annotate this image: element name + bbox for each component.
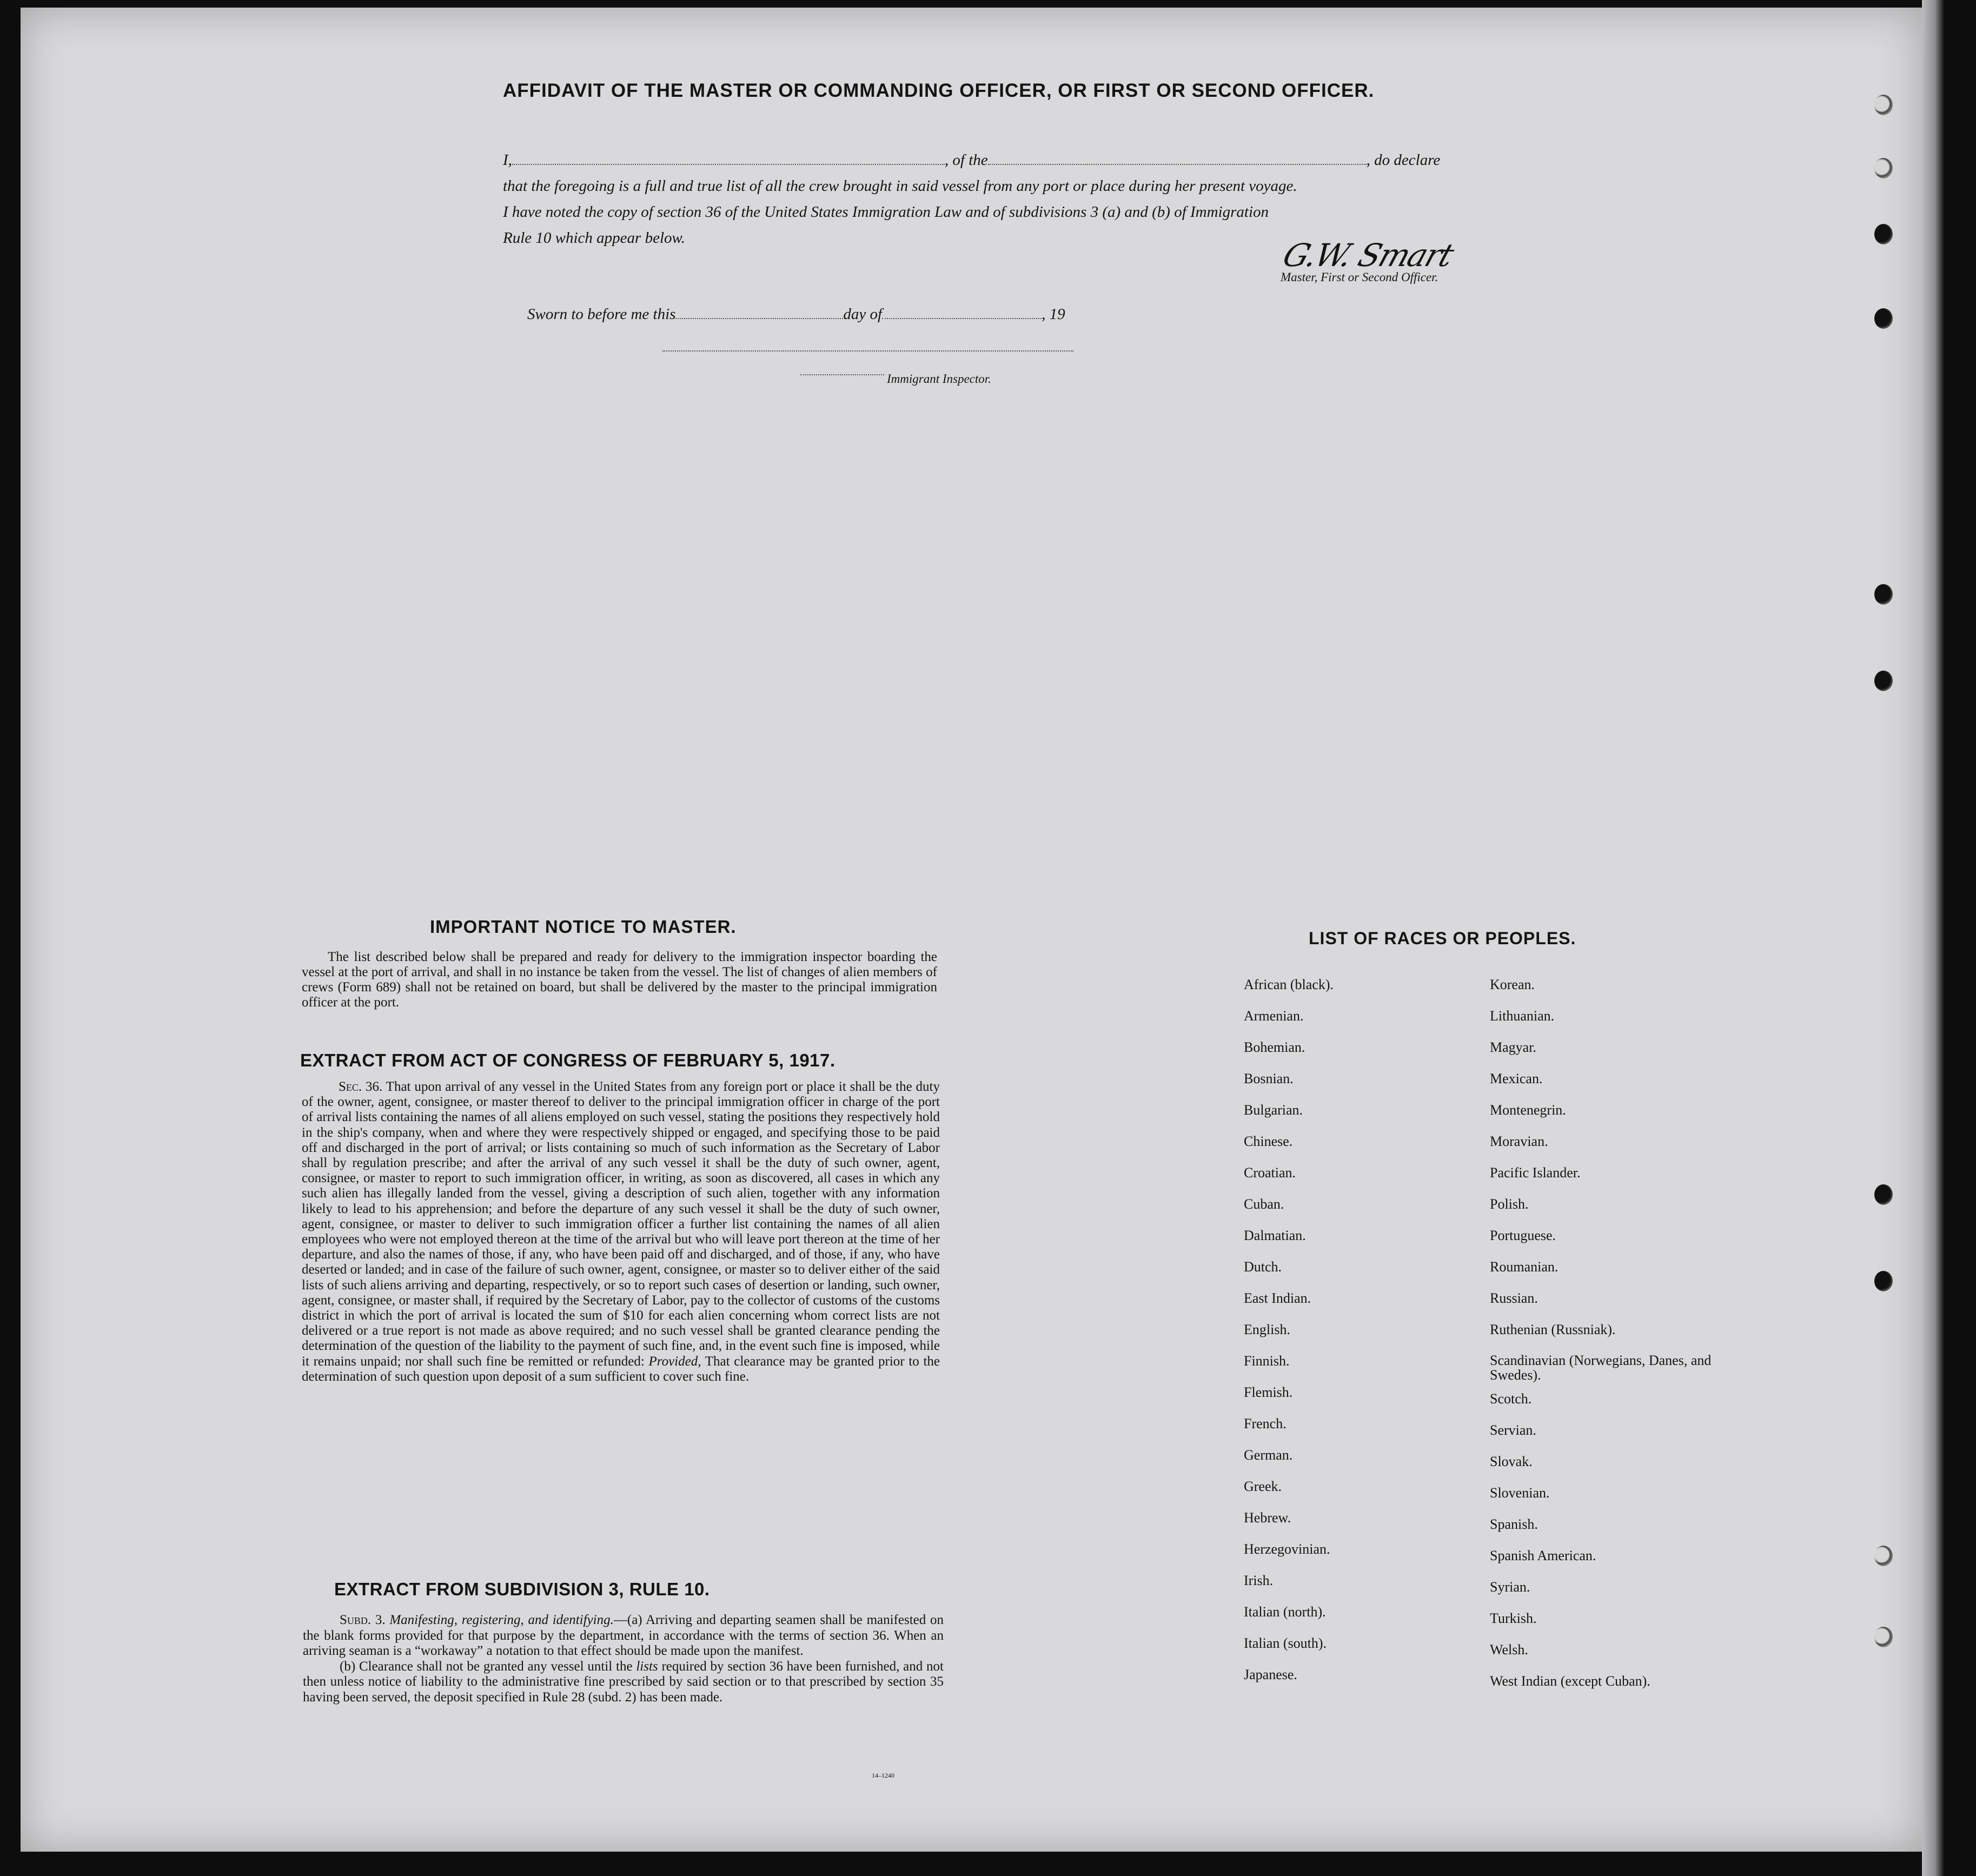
race-item: English. bbox=[1244, 1322, 1290, 1337]
race-item: Dalmatian. bbox=[1244, 1228, 1306, 1243]
rule-10-text bbox=[303, 1613, 944, 1705]
binder-hole bbox=[1874, 95, 1893, 115]
provided-word: Provided, bbox=[648, 1354, 701, 1369]
race-item: East Indian. bbox=[1244, 1290, 1311, 1306]
race-item: Chinese. bbox=[1244, 1133, 1293, 1149]
affidavit-line-2: that the foregoing is a full and true list of all the crew brought in said vessel from any port or place during her present voyage. bbox=[503, 177, 1297, 195]
affidavit-declare: , do declare bbox=[1366, 151, 1441, 169]
affidavit-i: I, bbox=[503, 151, 512, 169]
race-item: Japanese. bbox=[1244, 1667, 1297, 1682]
race-item: Italian (north). bbox=[1244, 1604, 1326, 1620]
race-item: Roumanian. bbox=[1490, 1259, 1559, 1275]
affidavit-of-the: , of the bbox=[944, 151, 988, 169]
race-item: Bulgarian. bbox=[1244, 1102, 1303, 1118]
races-column-1 bbox=[1244, 977, 1334, 1698]
race-item: West Indian (except Cuban). bbox=[1490, 1673, 1650, 1689]
race-item: African (black). bbox=[1244, 977, 1334, 992]
race-item: Moravian. bbox=[1490, 1133, 1548, 1149]
section-36-text bbox=[302, 1079, 940, 1384]
inspector-signature-line bbox=[662, 350, 1073, 352]
binder-hole bbox=[1874, 1627, 1893, 1647]
race-item: Pacific Islander. bbox=[1490, 1165, 1581, 1181]
races-title: LIST OF RACES OR PEOPLES. bbox=[1309, 929, 1576, 948]
races-column-2 bbox=[1490, 977, 1717, 1705]
race-item: Irish. bbox=[1244, 1573, 1274, 1588]
race-item: German. bbox=[1244, 1447, 1293, 1463]
race-item: Hebrew. bbox=[1244, 1510, 1291, 1526]
officer-signature: G.W. Smart bbox=[1278, 237, 1458, 274]
binder-hole bbox=[1874, 308, 1893, 329]
notice-title: IMPORTANT NOTICE TO MASTER. bbox=[430, 917, 737, 937]
notice-body bbox=[302, 950, 937, 1010]
bleed-through bbox=[324, 100, 332, 132]
race-item: Polish. bbox=[1490, 1196, 1529, 1212]
race-item: Flemish. bbox=[1244, 1384, 1293, 1400]
form-number: 14–1240 bbox=[872, 1772, 894, 1779]
binder-hole bbox=[1874, 158, 1893, 178]
race-item: French. bbox=[1244, 1416, 1287, 1431]
act-extract-title: EXTRACT FROM ACT OF CONGRESS OF FEBRUARY 5, 1917. bbox=[300, 1050, 836, 1070]
section-label: Sec. 36. bbox=[339, 1079, 383, 1094]
affidavit-title: AFFIDAVIT OF THE MASTER OR COMMANDING OFFICER, OR FIRST OR SECOND OFFICER. bbox=[503, 80, 1375, 101]
page-edge bbox=[1922, 0, 1944, 1876]
race-item: Italian (south). bbox=[1244, 1635, 1327, 1651]
affidavit-text bbox=[503, 147, 1530, 251]
section-36-body: That upon arrival of any vessel in the United States from any foreign port or place it shall be the duty of the owner, agent, consignee, or master thereof to deliver to the principal immigration officer in charge of the port of arrival lists containing the names of all aliens employed on such vessel, stating the positions they respectively hold in the ship's company, when and where they were respectively shipped or engaged, and specifying those to be paid off and discharged in the port of arrival; or lists containing so much of such information as the Secretary of Labor shall by regulation prescribe; and after the arrival of any such vessel it shall be the duty of such owner, agent, consignee, or master to report to such immigration officer, in writing, as soon as discovered, all cases in which any such alien has illegally landed from the vessel, giving a description of such alien, together with any information likely to lead to his apprehension; and before the departure of any such vessel it shall be the duty of such owner, agent, consignee, or master to deliver to such immigration officer a further list containing the names of all alien employees who were not employed thereon at the time of the arrival but who will leave port thereon at the time of her departure, and also the names of those, if any, who have been paid off and discharged, and of those, if any, who have deserted or landed; and in case of the failure of such owner, agent, consignee, or master so to deliver either of the said lists of such aliens arriving and departing, respectively, or so to report such cases of desertion or landing, such owner, agent, consignee, or master shall, if required by the Secretary of Labor, pay to the collector of customs of the customs district in which the port of arrival is located the sum of $10 for each alien concerning whom correct lists are not delivered or a true report is not made as above required; and no such vessel shall be granted clearance pending the determination of the question of the liability to the payment of such fine, and, in the event such fine is imposed, while it remains unpaid; nor shall such fine be remitted or refunded: bbox=[302, 1079, 940, 1369]
race-item: Portuguese. bbox=[1490, 1228, 1556, 1243]
signature-caption: Master, First or Second Officer. bbox=[1281, 270, 1438, 284]
affidavit-line-1 bbox=[503, 147, 1530, 173]
paragraph-b-end: required by section 36 have been furnished, and not then unless notice of liability to the administrative fine prescribed by said section or to that prescribed by section 35 having been served, the deposit specified in Rule 28 (subd. 2) has been made. bbox=[303, 1659, 944, 1705]
rule-10-paragraph-b bbox=[303, 1659, 944, 1706]
race-item: Herzegovinian. bbox=[1244, 1541, 1330, 1557]
month-blank bbox=[882, 306, 1042, 319]
race-item: Scandinavian (Norwegians, Danes, and Swedes). bbox=[1490, 1353, 1712, 1383]
race-item: Spanish American. bbox=[1490, 1548, 1596, 1563]
race-item: Slovak. bbox=[1490, 1454, 1533, 1469]
day-blank bbox=[675, 306, 843, 319]
race-item: Greek. bbox=[1244, 1479, 1282, 1494]
race-item: Turkish. bbox=[1490, 1610, 1537, 1626]
race-item: Lithuanian. bbox=[1490, 1008, 1555, 1024]
inspector-caption: Immigrant Inspector. bbox=[887, 372, 991, 386]
notice-paragraph: The list described below shall be prepared and ready for delivery to the immigration inspector boarding the vessel at the port of arrival, and shall in no instance be taken from the vessel. The list of changes of alien members of crews (Form 689) shall not be retained on board, but shall be delivered by the master to the principal immigration officer at the port. bbox=[302, 950, 937, 1010]
binder-hole bbox=[1874, 224, 1893, 244]
race-item: Dutch. bbox=[1244, 1259, 1282, 1275]
paragraph-b-start: (b) Clearance shall not be granted any vessel until the bbox=[340, 1659, 633, 1674]
race-item: Ruthenian (Russniak). bbox=[1490, 1322, 1616, 1337]
binder-hole bbox=[1874, 1546, 1893, 1566]
race-item: Cuban. bbox=[1244, 1196, 1284, 1212]
sworn-line bbox=[527, 306, 1065, 323]
sworn-text: Sworn to before me this bbox=[527, 306, 676, 323]
race-item: Armenian. bbox=[1244, 1008, 1304, 1024]
vessel-blank bbox=[988, 152, 1367, 165]
subdivision-label: Subd. 3. bbox=[340, 1613, 386, 1627]
race-item: Welsh. bbox=[1490, 1642, 1528, 1658]
binder-hole bbox=[1874, 584, 1893, 605]
section-36-paragraph bbox=[302, 1079, 940, 1384]
race-item: Croatian. bbox=[1244, 1165, 1296, 1181]
paragraph-a: —(a) Arriving and departing seamen shall be manifested on the blank forms provided for that purpose by the department, in accordance with the terms of section 36. When an arriving seaman is a “workaway” a notation to that effect should be made upon the manifest. bbox=[303, 1613, 944, 1658]
affidavit-line-4: Rule 10 which appear below. bbox=[503, 229, 685, 247]
lists-word: lists bbox=[636, 1659, 658, 1674]
race-item: Slovenian. bbox=[1490, 1485, 1550, 1501]
name-blank bbox=[512, 152, 945, 165]
section-36-end: That clearance may be granted prior to the determination of such question upon deposit of a sum sufficient to cover such fine. bbox=[302, 1354, 940, 1384]
rule-extract-title: EXTRACT FROM SUBDIVISION 3, RULE 10. bbox=[334, 1579, 710, 1599]
binder-hole bbox=[1874, 1271, 1893, 1291]
race-item: Montenegrin. bbox=[1490, 1102, 1566, 1118]
affidavit-line-3: I have noted the copy of section 36 of the United States Immigration Law and of subdivisions 3 (a) and (b) of Immigration bbox=[503, 203, 1269, 221]
race-item: Servian. bbox=[1490, 1422, 1536, 1438]
race-item: Scotch. bbox=[1490, 1391, 1532, 1407]
subdivision-heading: Manifesting, registering, and identifying. bbox=[389, 1613, 614, 1627]
binder-hole bbox=[1874, 671, 1893, 691]
race-item: Syrian. bbox=[1490, 1579, 1530, 1595]
binder-hole bbox=[1874, 1184, 1893, 1205]
race-item: Finnish. bbox=[1244, 1353, 1290, 1369]
race-item: Bohemian. bbox=[1244, 1039, 1305, 1055]
year-text: , 19 bbox=[1042, 306, 1065, 323]
race-item: Mexican. bbox=[1490, 1071, 1543, 1086]
race-item: Bosnian. bbox=[1244, 1071, 1294, 1086]
race-item: Russian. bbox=[1490, 1290, 1538, 1306]
rule-10-paragraph-a bbox=[303, 1613, 944, 1659]
day-of-text: day of bbox=[843, 306, 883, 323]
race-item: Magyar. bbox=[1490, 1039, 1536, 1055]
race-item: Korean. bbox=[1490, 977, 1535, 992]
inspector-dots bbox=[800, 374, 884, 375]
race-item: Spanish. bbox=[1490, 1516, 1538, 1532]
